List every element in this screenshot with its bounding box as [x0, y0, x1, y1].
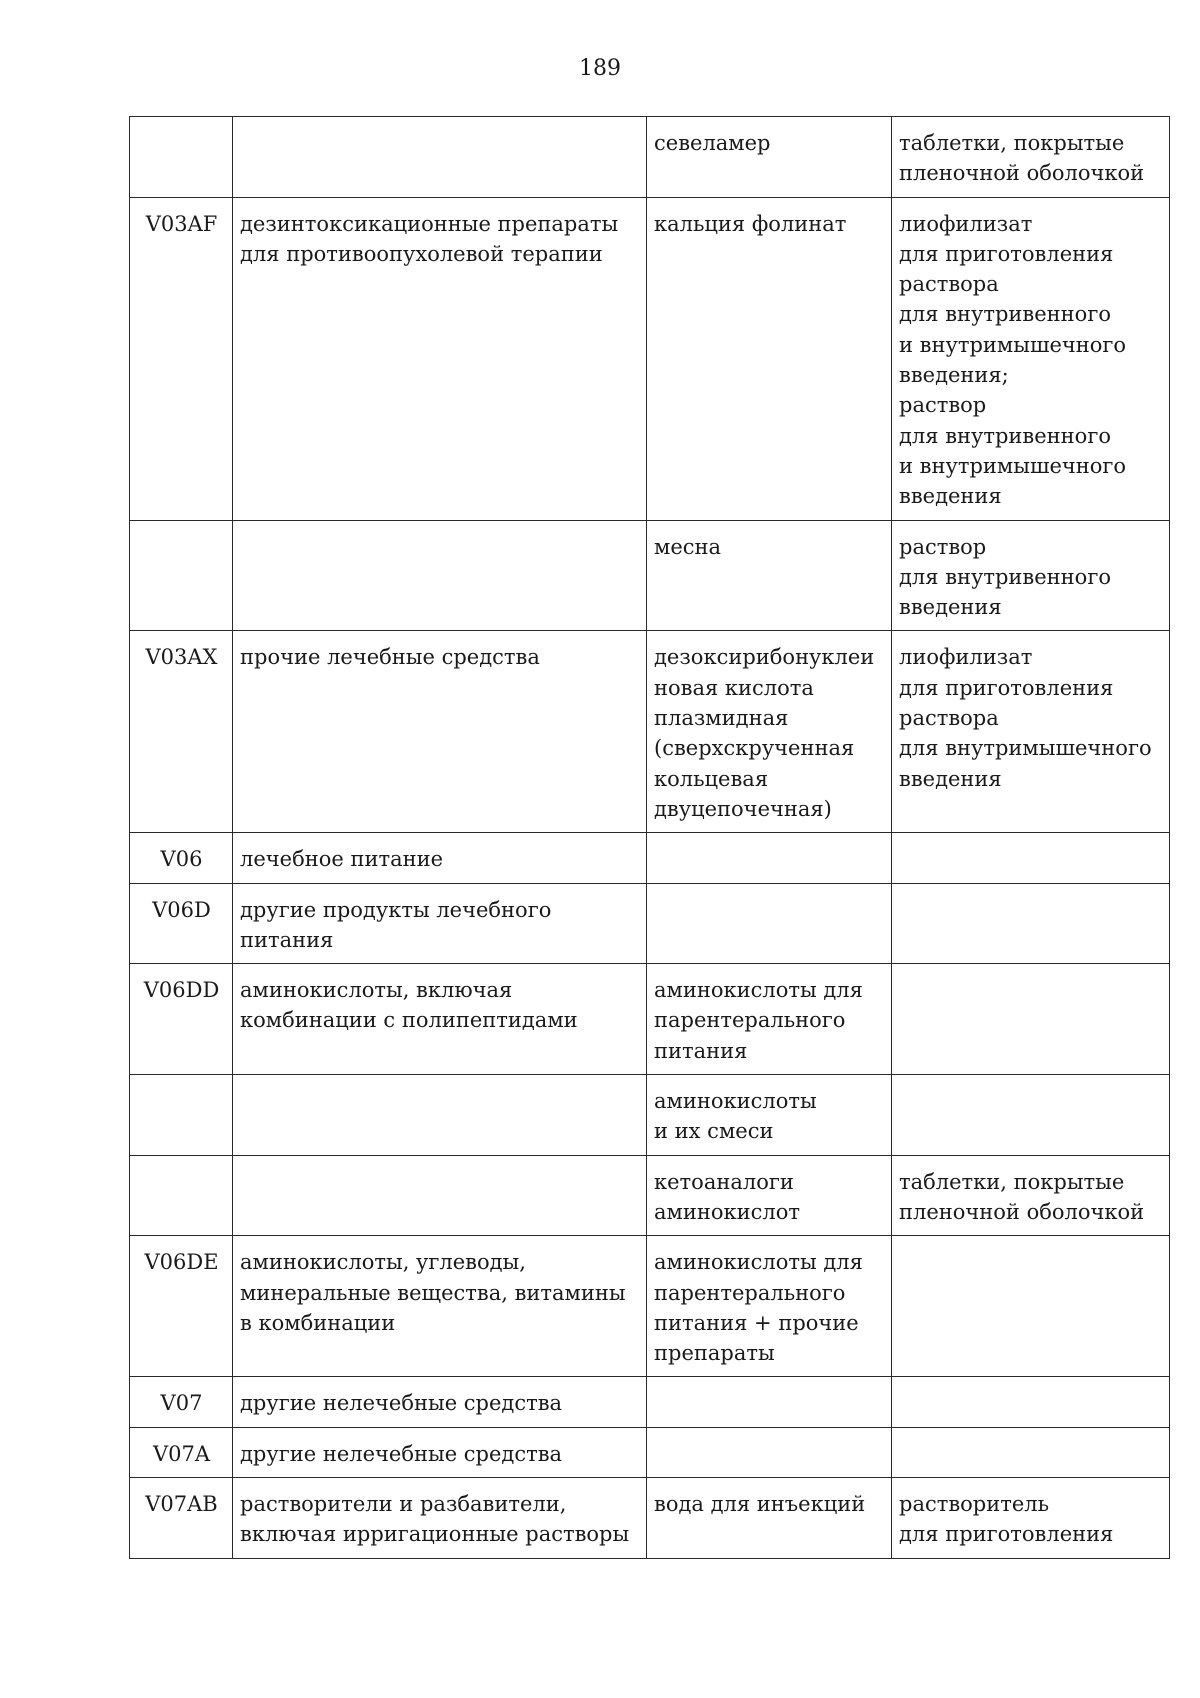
drug-name-cell	[647, 883, 892, 964]
cell-text-line: пленочной оболочкой	[899, 161, 1145, 186]
cell-text-line: лечебное питание	[240, 847, 444, 872]
atc-code-cell	[130, 197, 233, 520]
cell-text-line: кетоаналоги	[654, 1169, 794, 1194]
cell-text-line: таблетки, покрытые	[899, 131, 1125, 155]
cell-text-line: для приготовления	[899, 1522, 1114, 1547]
dosage-form-cell	[892, 631, 1170, 833]
cell-text-line: введения	[899, 484, 1002, 509]
dosage-form-cell	[892, 833, 1170, 883]
cell-text-line: лиофилизат	[899, 211, 1033, 236]
group-name-cell	[233, 1075, 647, 1156]
dosage-form-cell	[892, 197, 1170, 520]
cell-text-line: и их смеси	[654, 1119, 774, 1144]
group-name-cell	[233, 520, 647, 631]
cell-text-line: другие нелечебные средства	[240, 1441, 563, 1466]
cell-text-line: введения	[899, 595, 1002, 620]
table-row	[130, 631, 1170, 833]
cell-text-line: двуцепочечная)	[654, 796, 832, 821]
dosage-form-cell	[892, 1377, 1170, 1427]
group-name-cell	[233, 883, 647, 964]
cell-text-line: включая ирригационные растворы	[240, 1522, 630, 1547]
cell-text-line: севеламер	[654, 131, 771, 155]
drug-name-cell	[647, 117, 892, 198]
cell-text-line: раствор	[899, 534, 987, 559]
drug-name-cell	[647, 631, 892, 833]
cell-text-line: аминокислоты	[654, 1089, 817, 1114]
cell-text-line: препараты	[654, 1341, 775, 1366]
atc-code-cell	[130, 1427, 233, 1477]
cell-text-line: введения	[899, 766, 1002, 791]
cell-text-line: V06DD	[143, 978, 220, 1003]
cell-text-line: V03AX	[145, 645, 218, 670]
cell-text-line: дезоксирибонуклеи	[654, 645, 875, 670]
cell-text-line: дезинтоксикационные препараты	[240, 211, 619, 236]
cell-text-line: растворители и разбавители,	[240, 1491, 567, 1516]
drug-name-cell	[647, 1377, 892, 1427]
cell-text-line: для внутривенного	[899, 423, 1111, 448]
cell-text-line: парентерального	[654, 1280, 846, 1305]
atc-code-cell	[130, 117, 233, 198]
cell-text-line: V06	[160, 847, 203, 872]
table-row	[130, 520, 1170, 631]
dosage-form-cell	[892, 1236, 1170, 1377]
table-row	[130, 1377, 1170, 1427]
cell-text-line: месна	[654, 534, 722, 559]
group-name-cell	[233, 117, 647, 198]
cell-text-line: другие продукты лечебного	[240, 897, 552, 922]
group-name-cell	[233, 197, 647, 520]
dosage-form-cell	[892, 117, 1170, 198]
table-row	[130, 833, 1170, 883]
cell-text-line: питания + прочие	[654, 1310, 859, 1335]
cell-text-line: пленочной оболочкой	[899, 1199, 1145, 1224]
cell-text-line: и внутримышечного	[899, 453, 1127, 478]
atc-code-cell	[130, 520, 233, 631]
cell-text-line: плазмидная	[654, 706, 789, 731]
atc-code-cell	[130, 631, 233, 833]
cell-text-line: кальция фолинат	[654, 211, 847, 236]
cell-text-line: раствора	[899, 272, 999, 297]
drug-classification-table	[129, 116, 1170, 1559]
drug-name-cell	[647, 833, 892, 883]
group-name-cell	[233, 833, 647, 883]
cell-text-line: для приготовления	[899, 241, 1114, 266]
cell-text-line: комбинации с полипептидами	[240, 1008, 578, 1033]
cell-text-line: минеральные вещества, витамины	[240, 1280, 626, 1305]
cell-text-line: растворитель	[899, 1491, 1050, 1516]
cell-text-line: для приготовления	[899, 675, 1114, 700]
cell-text-line: другие нелечебные средства	[240, 1391, 563, 1416]
cell-text-line: аминокислоты, углеводы,	[240, 1250, 526, 1275]
cell-text-line: лиофилизат	[899, 645, 1033, 670]
cell-text-line: V07A	[152, 1441, 211, 1466]
table-body	[130, 117, 1170, 1559]
group-name-cell	[233, 1427, 647, 1477]
cell-text-line: питания	[240, 927, 334, 952]
cell-text-line: таблетки, покрытые	[899, 1169, 1125, 1194]
cell-text-line: раствор	[899, 393, 987, 418]
table-row	[130, 1477, 1170, 1558]
dosage-form-cell	[892, 1075, 1170, 1156]
atc-code-cell	[130, 1075, 233, 1156]
atc-code-cell	[130, 1236, 233, 1377]
cell-text-line: аминокислот	[654, 1199, 800, 1224]
drug-name-cell	[647, 1075, 892, 1156]
group-name-cell	[233, 1155, 647, 1236]
atc-code-cell	[130, 1155, 233, 1236]
table-row	[130, 1427, 1170, 1477]
cell-text-line: для внутривенного	[899, 302, 1111, 327]
cell-text-line: V07AB	[145, 1491, 218, 1516]
drug-name-cell	[647, 964, 892, 1075]
atc-code-cell	[130, 964, 233, 1075]
table-row	[130, 117, 1170, 198]
dosage-form-cell	[892, 883, 1170, 964]
cell-text-line: (сверхскрученная	[654, 736, 855, 761]
cell-text-line: аминокислоты для	[654, 978, 863, 1003]
cell-text-line: раствора	[899, 706, 999, 731]
group-name-cell	[233, 1377, 647, 1427]
table-row	[130, 1075, 1170, 1156]
cell-text-line: прочие лечебные средства	[240, 645, 540, 670]
cell-text-line: аминокислоты для	[654, 1250, 863, 1275]
group-name-cell	[233, 1236, 647, 1377]
cell-text-line: V07	[160, 1391, 203, 1416]
cell-text-line: новая кислота	[654, 675, 814, 700]
atc-code-cell	[130, 1377, 233, 1427]
cell-text-line: аминокислоты, включая	[240, 978, 513, 1003]
table-row	[130, 883, 1170, 964]
drug-name-cell	[647, 197, 892, 520]
group-name-cell	[233, 631, 647, 833]
dosage-form-cell	[892, 520, 1170, 631]
cell-text-line: в комбинации	[240, 1310, 396, 1335]
drug-name-cell	[647, 1477, 892, 1558]
group-name-cell	[233, 1477, 647, 1558]
group-name-cell	[233, 964, 647, 1075]
atc-code-cell	[130, 833, 233, 883]
drug-name-cell	[647, 1155, 892, 1236]
cell-text-line: питания	[654, 1038, 748, 1063]
drug-name-cell	[647, 1236, 892, 1377]
table-row	[130, 1155, 1170, 1236]
dosage-form-cell	[892, 1155, 1170, 1236]
dosage-form-cell	[892, 1427, 1170, 1477]
table-row	[130, 197, 1170, 520]
drug-name-cell	[647, 1427, 892, 1477]
cell-text-line: вода для инъекций	[654, 1491, 866, 1516]
cell-text-line: и внутримышечного	[899, 332, 1127, 357]
drug-name-cell	[647, 520, 892, 631]
dosage-form-cell	[892, 1477, 1170, 1558]
table-row	[130, 964, 1170, 1075]
cell-text-line: кольцевая	[654, 766, 769, 791]
cell-text-line: V03AF	[145, 211, 218, 236]
cell-text-line: для противоопухолевой терапии	[240, 241, 603, 266]
atc-code-cell	[130, 883, 233, 964]
cell-text-line: парентерального	[654, 1008, 846, 1033]
cell-text-line: введения;	[899, 363, 1009, 388]
table-row	[130, 1236, 1170, 1377]
cell-text-line: для внутривенного	[899, 564, 1111, 589]
page-number: 189	[579, 56, 621, 81]
cell-text-line: V06D	[152, 897, 211, 922]
dosage-form-cell	[892, 964, 1170, 1075]
cell-text-line: для внутримышечного	[899, 736, 1152, 761]
atc-code-cell	[130, 1477, 233, 1558]
cell-text-line: V06DE	[144, 1250, 219, 1275]
